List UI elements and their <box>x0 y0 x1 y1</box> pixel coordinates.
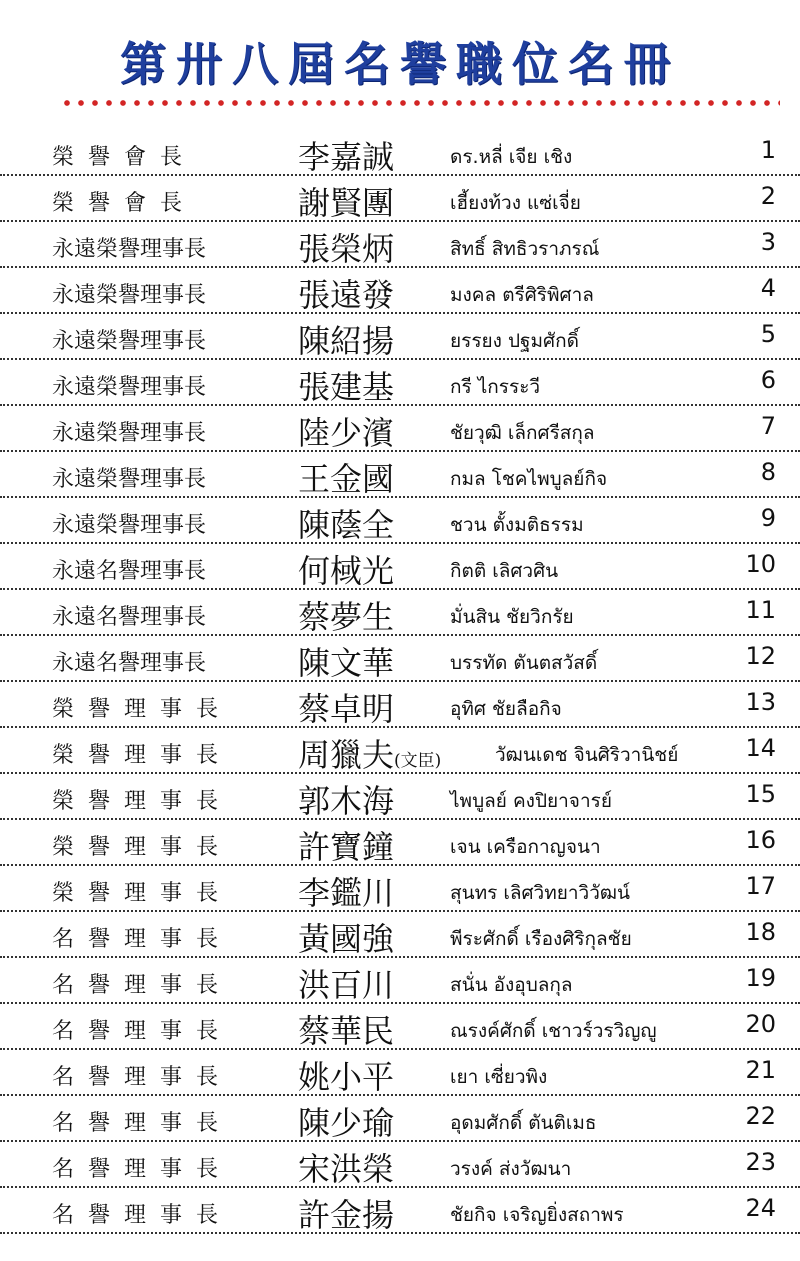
thai-name: วัฒนเดช จินศิริวานิชย์ <box>495 744 679 766</box>
chinese-name-text: 蔡華民 <box>298 1012 395 1050</box>
chinese-name <box>298 546 394 592</box>
chinese-name-text: 何棫光 <box>298 552 395 590</box>
row-number: 8 <box>760 458 776 486</box>
name-suffix: (文臣) <box>394 751 442 771</box>
row-number: 9 <box>760 504 776 532</box>
row-number: 1 <box>760 136 776 164</box>
chinese-name-text: 張遠發 <box>298 276 395 314</box>
member-row <box>0 682 800 728</box>
position-title: 榮譽會長 <box>52 145 197 170</box>
chinese-name-text: 蔡卓明 <box>298 690 395 728</box>
position-title: 榮譽理事長 <box>52 789 233 814</box>
chinese-name <box>298 316 394 362</box>
row-number: 17 <box>745 872 776 900</box>
thai-name: อุทิศ ชัยลือกิจ <box>450 698 562 720</box>
row-number: 11 <box>745 596 776 624</box>
thai-name: สนั่น อังอุบลกุล <box>450 974 573 996</box>
chinese-name <box>298 1006 394 1052</box>
chinese-name <box>298 868 394 914</box>
thai-name: กมล โชคไพบูลย์กิจ <box>450 468 608 490</box>
member-row <box>0 544 800 590</box>
chinese-name <box>298 1098 394 1144</box>
chinese-name-text: 許金揚 <box>298 1196 395 1234</box>
row-number: 5 <box>760 320 776 348</box>
chinese-name-text: 宋洪榮 <box>298 1150 395 1188</box>
row-number: 23 <box>745 1148 776 1176</box>
position-title: 榮譽理事長 <box>52 881 233 906</box>
row-number: 19 <box>745 964 776 992</box>
member-row <box>0 912 800 958</box>
member-row <box>0 866 800 912</box>
thai-name: เจน เครือกาญจนา <box>450 836 601 858</box>
member-row <box>0 1096 800 1142</box>
row-number: 21 <box>745 1056 776 1084</box>
chinese-name <box>298 500 394 546</box>
position-title: 榮譽會長 <box>52 191 197 216</box>
thai-name: วรงค์ ส่งวัฒนา <box>450 1158 572 1180</box>
position-title: 名譽理事長 <box>52 1019 233 1044</box>
row-number: 3 <box>760 228 776 256</box>
chinese-name <box>298 270 394 316</box>
chinese-name-text: 郭木海 <box>298 782 395 820</box>
row-number: 22 <box>745 1102 776 1130</box>
member-row <box>0 130 800 176</box>
position-title: 永遠名譽理事長 <box>52 559 207 584</box>
position-title: 名譽理事長 <box>52 973 233 998</box>
chinese-name-text: 陸少濱 <box>298 414 395 452</box>
member-row <box>0 314 800 360</box>
row-number: 18 <box>745 918 776 946</box>
thai-name: มั่นสิน ชัยวิกรัย <box>450 606 574 628</box>
chinese-name <box>298 1052 394 1098</box>
thai-name: ดร.หลี่ เจีย เชิง <box>450 146 573 168</box>
member-row <box>0 452 800 498</box>
thai-name: ณรงค์ศักดิ์ เชาวร์วรวิญญู <box>450 1020 657 1042</box>
position-title: 永遠榮譽理事長 <box>52 237 207 262</box>
position-title: 永遠榮譽理事長 <box>52 375 207 400</box>
thai-name: สิทธิ์ สิทธิวราภรณ์ <box>450 238 600 260</box>
chinese-name-text: 李鑑川 <box>298 874 395 912</box>
chinese-name-text: 謝賢團 <box>298 184 395 222</box>
thai-name: ชวน ตั้งมติธรรม <box>450 514 584 536</box>
thai-name: กรี ไกรระวี <box>450 376 541 398</box>
chinese-name <box>298 408 394 454</box>
chinese-name <box>298 684 394 730</box>
member-row <box>0 268 800 314</box>
position-title: 名譽理事長 <box>52 1065 233 1090</box>
chinese-name <box>298 132 394 178</box>
chinese-name-text: 陳紹揚 <box>298 322 395 360</box>
position-title: 永遠榮譽理事長 <box>52 329 207 354</box>
thai-name: ชัยกิจ เจริญยิ่งสถาพร <box>450 1204 624 1226</box>
position-title: 名譽理事長 <box>52 927 233 952</box>
member-row <box>0 222 800 268</box>
chinese-name <box>298 454 394 500</box>
member-row <box>0 498 800 544</box>
row-number: 12 <box>745 642 776 670</box>
thai-name: เยา เซี่ยวพิง <box>450 1066 548 1088</box>
thai-name: กิตติ เลิศวศิน <box>450 560 559 582</box>
position-title: 榮譽理事長 <box>52 835 233 860</box>
chinese-name <box>298 960 394 1006</box>
position-title: 永遠榮譽理事長 <box>52 421 207 446</box>
member-row <box>0 958 800 1004</box>
thai-name: ไพบูลย์ คงปิยาจารย์ <box>450 790 612 812</box>
thai-name: สุนทร เลิศวิทยาวิวัฒน์ <box>450 882 631 904</box>
position-title: 永遠榮譽理事長 <box>52 513 207 538</box>
chinese-name-text: 周獵夫 <box>298 736 395 774</box>
chinese-name-text: 蔡夢生 <box>298 598 395 636</box>
position-title: 永遠名譽理事長 <box>52 605 207 630</box>
chinese-name <box>298 914 394 960</box>
position-title: 名譽理事長 <box>52 1111 233 1136</box>
row-number: 14 <box>745 734 776 762</box>
chinese-name <box>298 822 394 868</box>
chinese-name <box>298 730 441 776</box>
thai-name: เฮี้ยงท้วง แซ่เจี่ย <box>450 192 581 214</box>
thai-name: มงคล ตรีศิริพิศาล <box>450 284 594 306</box>
chinese-name-text: 黃國強 <box>298 920 395 958</box>
member-row <box>0 636 800 682</box>
member-row <box>0 820 800 866</box>
member-row <box>0 728 800 774</box>
member-row <box>0 590 800 636</box>
chinese-name-text: 陳蔭全 <box>298 506 395 544</box>
chinese-name <box>298 362 394 408</box>
thai-name: อุดมศักดิ์ ตันติเมธ <box>450 1112 597 1134</box>
page-title: 第卅八屆名譽職位名冊 <box>120 37 680 91</box>
row-number: 4 <box>760 274 776 302</box>
member-row <box>0 1142 800 1188</box>
chinese-name-text: 姚小平 <box>298 1058 395 1096</box>
member-row <box>0 176 800 222</box>
member-row <box>0 1050 800 1096</box>
position-title: 名譽理事長 <box>52 1203 233 1228</box>
member-row <box>0 1188 800 1234</box>
thai-name: พีระศักดิ์ เรืองศิริกุลชัย <box>450 928 632 950</box>
chinese-name <box>298 224 394 270</box>
thai-name: ยรรยง ปฐมศักดิ์ <box>450 330 579 352</box>
chinese-name <box>298 178 394 224</box>
position-title: 永遠名譽理事長 <box>52 651 207 676</box>
row-number: 24 <box>745 1194 776 1222</box>
chinese-name-text: 張榮炳 <box>298 230 395 268</box>
chinese-name-text: 張建基 <box>298 368 395 406</box>
chinese-name <box>298 776 394 822</box>
position-title: 榮譽理事長 <box>52 697 233 722</box>
member-row <box>0 774 800 820</box>
chinese-name-text: 陳少瑜 <box>298 1104 395 1142</box>
thai-name: ชัยวุฒิ เล็กศรีสกุล <box>450 422 595 444</box>
position-title: 榮譽理事長 <box>52 743 233 768</box>
chinese-name <box>298 638 394 684</box>
row-number: 20 <box>745 1010 776 1038</box>
member-row <box>0 360 800 406</box>
chinese-name-text: 洪百川 <box>298 966 395 1004</box>
row-number: 15 <box>745 780 776 808</box>
chinese-name-text: 陳文華 <box>298 644 395 682</box>
chinese-name-text: 王金國 <box>298 460 395 498</box>
member-row <box>0 406 800 452</box>
position-title: 名譽理事長 <box>52 1157 233 1182</box>
chinese-name-text: 許寶鐘 <box>298 828 395 866</box>
thai-name: บรรทัด ตันตสวัสดิ์ <box>450 652 598 674</box>
chinese-name <box>298 592 394 638</box>
row-number: 13 <box>745 688 776 716</box>
row-number: 6 <box>760 366 776 394</box>
position-title: 永遠榮譽理事長 <box>52 467 207 492</box>
row-number: 16 <box>745 826 776 854</box>
row-number: 10 <box>745 550 776 578</box>
row-number: 2 <box>760 182 776 210</box>
row-number: 7 <box>760 412 776 440</box>
chinese-name-text: 李嘉誠 <box>298 138 395 176</box>
chinese-name <box>298 1144 394 1190</box>
member-row <box>0 1004 800 1050</box>
chinese-name <box>298 1190 394 1236</box>
member-list <box>0 130 800 1234</box>
title-dotted-divider <box>60 98 780 108</box>
position-title: 永遠榮譽理事長 <box>52 283 207 308</box>
